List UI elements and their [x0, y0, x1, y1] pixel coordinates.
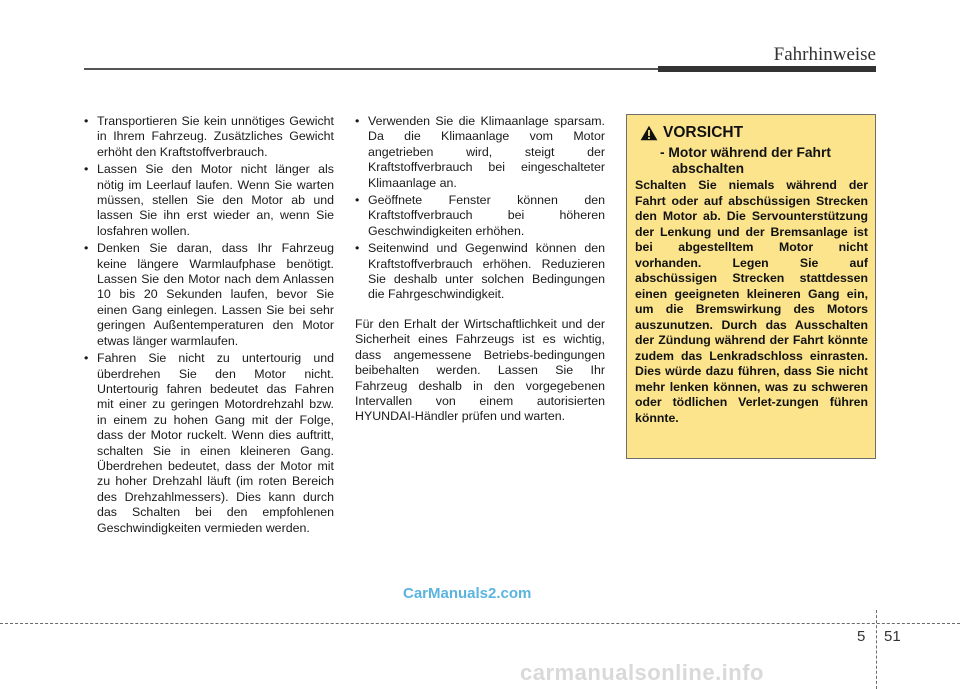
- page-number: 51: [884, 628, 901, 645]
- tips-list-left: [84, 114, 334, 536]
- list-item: • Geöffnete Fenster können den Kraftstoffverbrauch bei höheren Geschwindigkeiten erhöhen.: [355, 193, 605, 239]
- tips-list-middle: [355, 114, 605, 303]
- watermark-link[interactable]: CarManuals2.com: [403, 585, 532, 602]
- section-title: Fahrhinweise: [773, 44, 876, 65]
- list-item: • Transportieren Sie kein unnötiges Gewicht in Ihrem Fahrzeug. Zusätzliches Gewicht erhöht den Kraftstoffverbrauch.: [84, 114, 334, 160]
- chapter-number: 5: [857, 628, 866, 645]
- footer-divider: [876, 610, 877, 689]
- maintenance-paragraph: Für den Erhalt der Wirtschaftlichkeit und der Sicherheit eines Fahrzeugs ist es wichtig, dass angemessene Betriebs-bedingungen beibehalten werden. Lassen Sie Ihr Fahrzeug deshalb in den vorgegebenen Intervallen von einem autorisierten HYUNDAI-Händler prüfen und warten.: [355, 316, 605, 424]
- footer-watermark: carmanualsonline.info: [520, 660, 764, 685]
- caution-subtitle: - Motor während der Fahrt abschalten: [660, 145, 831, 176]
- list-item: • Lassen Sie den Motor nicht länger als nötig im Leerlauf laufen. Wenn Sie warten müssen, stellen Sie den Motor ab und lassen Sie ihn erst wieder an, wenn Sie losfahren wollen.: [84, 162, 334, 239]
- caution-title: VORSICHT: [663, 124, 744, 141]
- warning-triangle-icon: [640, 125, 658, 141]
- caution-box: [626, 114, 876, 459]
- column-middle: [355, 114, 605, 437]
- list-item: • Denken Sie daran, dass Ihr Fahrzeug keine längere Warmlaufphase benötigt. Lassen Sie den Motor nach dem Anlassen 10 bis 20 Sekunden laufen, bevor Sie einen Gang einlegen. Lassen Sie bei sehr geringen Außentemperaturen den Motor etwas länger warmlaufen.: [84, 241, 334, 349]
- caution-body: Schalten Sie niemals während der Fahrt oder auf abschüssigen Strecken den Motor ab. Die Servounterstützung der Lenkung und der Bremsanlage ist bei abgestelltem Motor nicht vorhanden. Legen Sie auf abschüssigen Strecken stattdessen einen geeigneten kleineren Gang ein, um die Bremswirkung des Motors auszunutzen. Durch das Ausschalten der Zündung während der Fahrt könnte zudem das Lenkradschloss einrasten. Dies würde dazu führen, dass Sie nicht mehr lenken können, was zu schweren oder tödlichen Verlet-zungen führen könnte.: [635, 178, 868, 425]
- list-item: • Fahren Sie nicht zu untertourig und überdrehen Sie den Motor nicht. Untertourig fahren bedeutet das Fahren mit einer zu geringen Motordrehzahl bzw. in einem zu hohen Gang mit der Folge, dass der Motor ruckelt. Wenn dies auftritt, schalten Sie in einen kleineren Gang. Überdrehen bedeutet, dass der Motor mit zu hoher Drehzahl läuft (im roten Bereich des Drehzahlmessers). Dies kann durch das Schalten bei den empfohlenen Geschwindigkeiten vermieden werden.: [84, 351, 334, 536]
- footer-rule: [0, 623, 960, 624]
- list-item: • Seitenwind und Gegenwind können den Kraftstoffverbrauch erhöhen. Reduzieren Sie deshalb unter solchen Bedingungen die Fahrgeschwindigkeit.: [355, 241, 605, 303]
- header-rule-accent: [658, 66, 876, 72]
- column-left: [84, 114, 334, 538]
- list-item: • Verwenden Sie die Klimaanlage sparsam. Da die Klimaanlage vom Motor angetrieben wird, steigt der Kraftstoffverbrauch bei eingeschalteter Klimaanlage an.: [355, 114, 605, 191]
